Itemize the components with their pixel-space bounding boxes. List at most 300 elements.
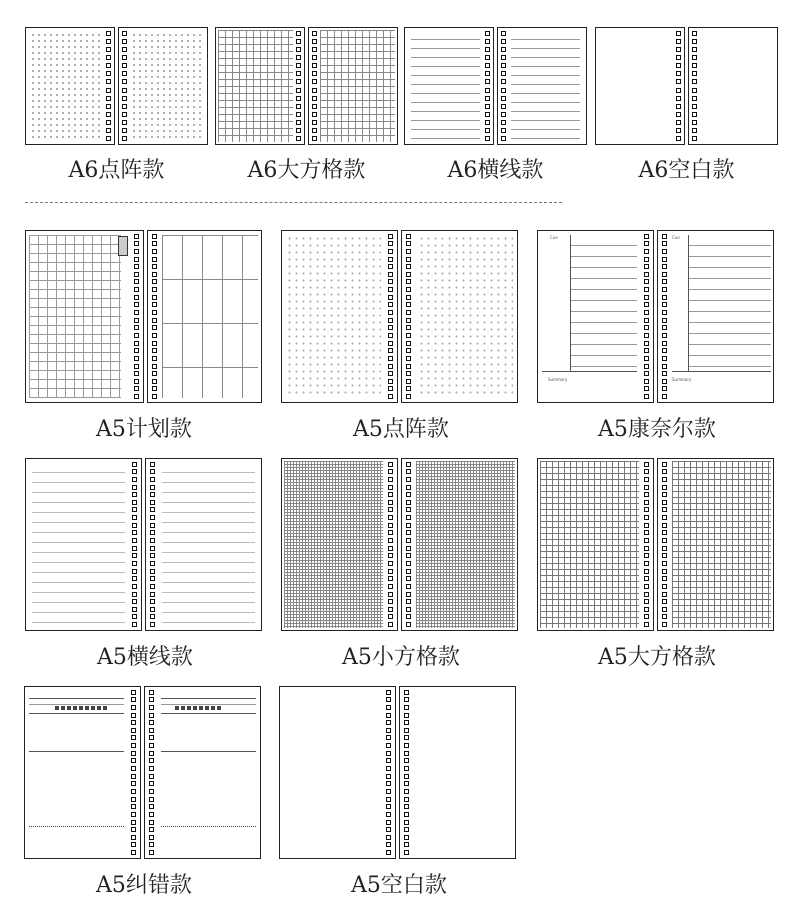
binding-hole — [644, 507, 649, 512]
binding-hole — [644, 576, 649, 581]
binding-hole — [485, 120, 490, 125]
binding-hole — [662, 523, 667, 528]
binding-hole — [131, 835, 136, 840]
binding-hole — [662, 386, 667, 391]
notebook-right-page — [497, 27, 587, 145]
binding-hole — [150, 599, 155, 604]
binding-hole — [662, 325, 667, 330]
binding-hole — [404, 751, 409, 756]
binding-hole — [134, 379, 139, 384]
product-a5-small-grid[interactable] — [281, 458, 521, 673]
binding-hole — [406, 523, 411, 528]
binding-hole — [152, 379, 157, 384]
binding-hole — [131, 720, 136, 725]
binding-hole — [122, 96, 127, 101]
binding-hole — [132, 614, 137, 619]
binding-hole — [662, 592, 667, 597]
binding-hole — [132, 462, 137, 467]
binding-hole — [132, 530, 137, 535]
binding-hole — [485, 63, 490, 68]
binding-hole — [106, 104, 111, 109]
product-label: A5纠错款 — [96, 873, 192, 898]
binding-hole — [131, 743, 136, 748]
binding-hole — [692, 55, 697, 60]
binding-hole — [152, 386, 157, 391]
binding-hole — [406, 485, 411, 490]
binding-hole — [388, 287, 393, 292]
binding-hole — [692, 96, 697, 101]
binding-hole — [406, 530, 411, 535]
binding-hole — [644, 279, 649, 284]
binding-hole — [152, 371, 157, 376]
binding-hole — [662, 249, 667, 254]
binding-hole — [485, 71, 490, 76]
binding-hole — [406, 507, 411, 512]
binding-hole — [404, 728, 409, 733]
binding-hole — [131, 827, 136, 832]
binding-hole — [676, 63, 681, 68]
binding-hole — [662, 234, 667, 239]
binding-hole — [132, 500, 137, 505]
binding-hole — [131, 842, 136, 847]
binding-hole — [644, 538, 649, 543]
binding-hole — [388, 523, 393, 528]
binding-hole — [406, 546, 411, 551]
binding-hole — [134, 279, 139, 284]
product-a5-blank[interactable] — [279, 686, 519, 901]
product-a5-planner[interactable] — [25, 230, 263, 445]
binding-holes — [134, 231, 139, 402]
binding-holes — [404, 687, 409, 858]
notebook-right-page — [118, 27, 208, 145]
binding-hole — [662, 530, 667, 535]
binding-hole — [644, 592, 649, 597]
binding-hole — [106, 96, 111, 101]
binding-hole — [644, 249, 649, 254]
notebook-right-page — [144, 686, 261, 859]
binding-hole — [501, 96, 506, 101]
binding-hole — [312, 112, 317, 117]
binding-hole — [404, 827, 409, 832]
binding-hole — [131, 797, 136, 802]
binding-hole — [131, 766, 136, 771]
binding-hole — [150, 485, 155, 490]
binding-hole — [406, 257, 411, 262]
binding-hole — [404, 804, 409, 809]
binding-hole — [296, 96, 301, 101]
binding-hole — [388, 356, 393, 361]
binding-hole — [676, 31, 681, 36]
binding-hole — [150, 492, 155, 497]
binding-hole — [312, 31, 317, 36]
binding-hole — [662, 576, 667, 581]
binding-holes — [132, 459, 137, 630]
binding-hole — [644, 241, 649, 246]
binding-hole — [406, 553, 411, 558]
binding-hole — [388, 561, 393, 566]
binding-hole — [662, 569, 667, 574]
binding-hole — [122, 55, 127, 60]
binding-hole — [131, 820, 136, 825]
binding-hole — [406, 364, 411, 369]
binding-hole — [152, 257, 157, 262]
binding-hole — [501, 47, 506, 52]
notebook-right-page — [401, 230, 518, 403]
binding-hole — [386, 804, 391, 809]
binding-hole — [122, 31, 127, 36]
binding-hole — [662, 310, 667, 315]
binding-hole — [404, 720, 409, 725]
binding-hole — [406, 394, 411, 399]
binding-hole — [388, 469, 393, 474]
binding-hole — [106, 63, 111, 68]
binding-hole — [131, 850, 136, 855]
binding-hole — [662, 295, 667, 300]
binding-hole — [644, 364, 649, 369]
binding-hole — [131, 735, 136, 740]
binding-hole — [134, 356, 139, 361]
binding-hole — [150, 584, 155, 589]
binding-hole — [150, 523, 155, 528]
binding-hole — [662, 241, 667, 246]
binding-hole — [404, 812, 409, 817]
binding-hole — [662, 371, 667, 376]
binding-hole — [485, 136, 490, 141]
binding-hole — [644, 318, 649, 323]
binding-hole — [404, 713, 409, 718]
binding-hole — [106, 79, 111, 84]
product-label: A5计划款 — [96, 417, 192, 442]
binding-hole — [662, 356, 667, 361]
product-a6-big-grid[interactable] — [215, 27, 398, 187]
binding-holes — [406, 231, 411, 402]
binding-holes — [149, 687, 154, 858]
binding-hole — [644, 561, 649, 566]
binding-hole — [644, 477, 649, 482]
binding-hole — [386, 728, 391, 733]
binding-hole — [149, 697, 154, 702]
binding-hole — [132, 622, 137, 627]
binding-hole — [132, 515, 137, 520]
binding-holes — [644, 231, 649, 402]
binding-hole — [134, 386, 139, 391]
binding-hole — [122, 112, 127, 117]
binding-hole — [386, 766, 391, 771]
binding-hole — [312, 120, 317, 125]
binding-hole — [485, 96, 490, 101]
binding-hole — [404, 797, 409, 802]
binding-hole — [132, 477, 137, 482]
binding-holes — [662, 231, 667, 402]
binding-hole — [644, 264, 649, 269]
binding-hole — [485, 31, 490, 36]
binding-hole — [692, 104, 697, 109]
product-a6-lines[interactable] — [404, 27, 587, 187]
product-label: A5横线款 — [97, 645, 193, 670]
binding-hole — [150, 515, 155, 520]
product-a6-blank[interactable] — [595, 27, 778, 187]
binding-hole — [406, 295, 411, 300]
binding-holes — [106, 28, 111, 144]
binding-hole — [662, 394, 667, 399]
binding-hole — [644, 310, 649, 315]
product-label: A6点阵款 — [68, 158, 165, 183]
binding-hole — [386, 690, 391, 695]
binding-hole — [676, 112, 681, 117]
product-a5-correction[interactable] — [24, 686, 264, 901]
binding-hole — [134, 394, 139, 399]
binding-hole — [122, 47, 127, 52]
binding-hole — [122, 128, 127, 133]
binding-hole — [388, 553, 393, 558]
binding-hole — [501, 63, 506, 68]
binding-hole — [296, 47, 301, 52]
binding-hole — [122, 71, 127, 76]
binding-hole — [150, 546, 155, 551]
product-a5-cornell[interactable] — [537, 230, 777, 445]
binding-hole — [388, 599, 393, 604]
binding-hole — [662, 279, 667, 284]
notebook-left-page — [537, 230, 654, 403]
binding-hole — [644, 469, 649, 474]
binding-hole — [644, 569, 649, 574]
notebook-left-page — [281, 230, 398, 403]
binding-hole — [149, 774, 154, 779]
notebook-right-page — [657, 230, 774, 403]
binding-hole — [644, 302, 649, 307]
binding-hole — [122, 63, 127, 68]
product-label: A5点阵款 — [353, 417, 449, 442]
binding-hole — [149, 758, 154, 763]
binding-hole — [644, 523, 649, 528]
binding-hole — [152, 318, 157, 323]
binding-hole — [388, 492, 393, 497]
binding-hole — [388, 592, 393, 597]
binding-hole — [676, 55, 681, 60]
binding-hole — [150, 477, 155, 482]
binding-hole — [662, 364, 667, 369]
binding-hole — [406, 561, 411, 566]
binding-hole — [485, 104, 490, 109]
binding-hole — [406, 538, 411, 543]
binding-hole — [132, 469, 137, 474]
binding-hole — [388, 462, 393, 467]
product-label: A6横线款 — [447, 158, 544, 183]
binding-hole — [404, 850, 409, 855]
binding-hole — [485, 112, 490, 117]
binding-hole — [662, 622, 667, 627]
binding-hole — [404, 789, 409, 794]
binding-hole — [106, 120, 111, 125]
binding-hole — [152, 333, 157, 338]
product-label: A5大方格款 — [598, 645, 716, 670]
binding-hole — [134, 318, 139, 323]
binding-hole — [134, 287, 139, 292]
binding-hole — [106, 88, 111, 93]
binding-hole — [644, 584, 649, 589]
binding-hole — [676, 88, 681, 93]
binding-hole — [134, 341, 139, 346]
binding-hole — [662, 302, 667, 307]
binding-hole — [404, 781, 409, 786]
binding-hole — [149, 743, 154, 748]
binding-hole — [501, 55, 506, 60]
binding-holes — [676, 28, 681, 144]
binding-hole — [149, 797, 154, 802]
binding-hole — [662, 614, 667, 619]
binding-hole — [406, 272, 411, 277]
binding-hole — [122, 104, 127, 109]
binding-hole — [485, 39, 490, 44]
binding-hole — [386, 797, 391, 802]
binding-holes — [386, 687, 391, 858]
binding-hole — [149, 720, 154, 725]
binding-hole — [152, 356, 157, 361]
binding-hole — [152, 325, 157, 330]
binding-hole — [388, 507, 393, 512]
binding-hole — [150, 622, 155, 627]
binding-hole — [134, 310, 139, 315]
binding-hole — [132, 485, 137, 490]
binding-hole — [406, 302, 411, 307]
binding-hole — [386, 751, 391, 756]
notebook-left-page — [215, 27, 305, 145]
binding-hole — [404, 697, 409, 702]
binding-hole — [485, 79, 490, 84]
binding-hole — [501, 104, 506, 109]
binding-hole — [149, 804, 154, 809]
binding-hole — [106, 47, 111, 52]
product-a5-lines[interactable] — [25, 458, 265, 673]
binding-hole — [296, 136, 301, 141]
binding-hole — [501, 31, 506, 36]
binding-hole — [152, 310, 157, 315]
binding-hole — [152, 249, 157, 254]
binding-hole — [406, 287, 411, 292]
binding-hole — [485, 88, 490, 93]
binding-hole — [386, 697, 391, 702]
binding-hole — [388, 279, 393, 284]
binding-hole — [406, 333, 411, 338]
binding-hole — [386, 781, 391, 786]
binding-hole — [388, 318, 393, 323]
binding-hole — [312, 39, 317, 44]
binding-hole — [644, 272, 649, 277]
binding-hole — [296, 128, 301, 133]
binding-hole — [662, 485, 667, 490]
binding-hole — [692, 136, 697, 141]
binding-hole — [406, 515, 411, 520]
binding-hole — [150, 530, 155, 535]
binding-hole — [386, 842, 391, 847]
binding-hole — [662, 599, 667, 604]
product-a5-big-grid[interactable] — [537, 458, 777, 673]
binding-hole — [644, 500, 649, 505]
binding-hole — [662, 584, 667, 589]
binding-hole — [386, 820, 391, 825]
binding-hole — [388, 576, 393, 581]
binding-hole — [386, 743, 391, 748]
binding-hole — [134, 295, 139, 300]
binding-hole — [692, 47, 697, 52]
notebook-right-page — [145, 458, 262, 631]
binding-hole — [388, 584, 393, 589]
binding-hole — [388, 622, 393, 627]
binding-hole — [662, 318, 667, 323]
binding-hole — [692, 128, 697, 133]
binding-hole — [149, 781, 154, 786]
binding-hole — [388, 325, 393, 330]
binding-hole — [296, 31, 301, 36]
binding-hole — [662, 492, 667, 497]
binding-hole — [662, 469, 667, 474]
binding-hole — [149, 751, 154, 756]
binding-hole — [406, 341, 411, 346]
binding-hole — [131, 713, 136, 718]
binding-hole — [388, 272, 393, 277]
product-a5-dots[interactable] — [281, 230, 521, 445]
binding-hole — [152, 241, 157, 246]
binding-hole — [676, 47, 681, 52]
binding-hole — [662, 341, 667, 346]
binding-hole — [644, 394, 649, 399]
binding-hole — [662, 333, 667, 338]
binding-hole — [404, 735, 409, 740]
binding-hole — [662, 607, 667, 612]
binding-hole — [296, 79, 301, 84]
binding-hole — [388, 371, 393, 376]
binding-hole — [150, 607, 155, 612]
binding-hole — [131, 697, 136, 702]
binding-hole — [132, 492, 137, 497]
binding-hole — [388, 241, 393, 246]
binding-hole — [106, 31, 111, 36]
notebook-left-page — [281, 458, 398, 631]
binding-hole — [662, 500, 667, 505]
binding-holes — [644, 459, 649, 630]
binding-hole — [132, 576, 137, 581]
binding-hole — [386, 735, 391, 740]
binding-hole — [152, 364, 157, 369]
binding-hole — [662, 348, 667, 353]
product-label: A6大方格款 — [247, 158, 366, 183]
binding-hole — [134, 272, 139, 277]
binding-hole — [132, 538, 137, 543]
product-label: A5康奈尔款 — [598, 417, 716, 442]
binding-hole — [388, 264, 393, 269]
binding-hole — [692, 79, 697, 84]
binding-hole — [152, 302, 157, 307]
notebook-right-page — [688, 27, 778, 145]
binding-hole — [131, 781, 136, 786]
binding-hole — [406, 325, 411, 330]
binding-hole — [150, 500, 155, 505]
binding-hole — [312, 47, 317, 52]
notebook-right-page — [308, 27, 398, 145]
product-label: A5小方格款 — [342, 645, 460, 670]
binding-hole — [149, 735, 154, 740]
binding-hole — [312, 128, 317, 133]
product-a6-dots[interactable] — [25, 27, 208, 187]
binding-hole — [406, 234, 411, 239]
binding-hole — [386, 713, 391, 718]
binding-hole — [296, 120, 301, 125]
binding-hole — [132, 561, 137, 566]
binding-hole — [644, 530, 649, 535]
binding-hole — [152, 279, 157, 284]
binding-hole — [312, 79, 317, 84]
binding-hole — [388, 394, 393, 399]
